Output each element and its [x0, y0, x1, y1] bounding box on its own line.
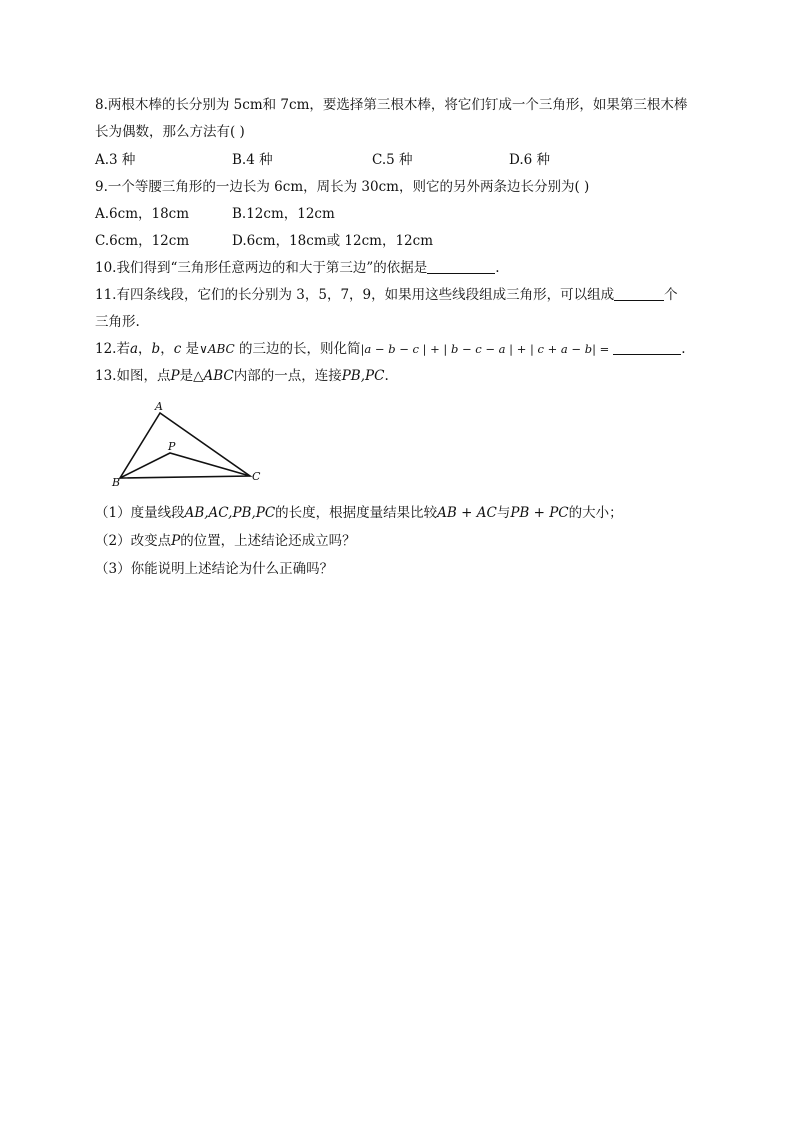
part-1-expr-2: PB + PC: [510, 505, 569, 521]
question-10-end: .: [495, 260, 500, 276]
question-9-line-1: 9.一个等腰三角形的一边长为 6cm，周长为 30cm，则它的另外两条边长分别为( ): [95, 179, 590, 195]
question-12-end: .: [681, 341, 686, 357]
question-13-line-1: [95, 366, 389, 386]
question-8-line-2: 长为偶数，那么方法有( ): [95, 124, 245, 140]
question-13-text-1: 13.如图，点: [95, 368, 171, 384]
part-2-point-p: P: [171, 533, 181, 549]
question-13-part-1: [95, 503, 623, 523]
part-2-text-1: （2）改变点: [95, 533, 172, 549]
question-10-answer-blank[interactable]: [427, 259, 495, 274]
question-11-line-2: 三角形.: [95, 314, 140, 330]
question-12-sep-2: ，: [160, 341, 174, 357]
question-13-triangle-abc: ABC: [203, 368, 234, 384]
question-13-text-3: 内部的一点，连接: [233, 368, 342, 384]
part-1-expr-1: AB + AC: [437, 505, 497, 521]
question-8-option-a: A.3 种: [95, 152, 136, 168]
question-12-expression: |a − b − c | + | b − c − a | + | c + a − b| =: [360, 342, 610, 356]
question-11-text: 11.有四条线段，它们的长分别为 3，5，7，9，如果用这些线段组成三角形，可以组成: [95, 287, 615, 303]
question-11-unit: 个: [664, 287, 678, 303]
question-12-var-c: c: [173, 341, 182, 357]
question-12-prefix: 12.若: [95, 341, 130, 357]
question-8-line-1: 8.两根木棒的长分别为 5cm和 7cm，要选择第三根木棒，将它们钉成一个三角形，如果第三根木棒: [95, 97, 688, 113]
label-b: B: [112, 476, 121, 489]
question-12-sep-1: ，: [138, 341, 152, 357]
part-1-and: 与: [496, 505, 511, 521]
segments-pb-pc: [120, 453, 250, 478]
part-1-end: 的大小；: [568, 505, 623, 521]
question-13-part-2: [95, 531, 356, 551]
question-12: [95, 339, 686, 359]
question-13-end: .: [384, 368, 389, 384]
question-12-answer-blank[interactable]: [613, 340, 681, 355]
question-9-option-c: C.6cm，12cm: [95, 233, 190, 249]
question-8-option-d: D.6 种: [509, 152, 551, 168]
question-8-option-c: C.5 种: [372, 152, 413, 168]
question-11-line-1: [95, 285, 678, 305]
question-12-var-b: b: [151, 341, 161, 357]
question-13-segments: PB,PC: [341, 368, 385, 384]
question-12-triangle: ∨ABC: [199, 342, 235, 356]
part-1-segments: AB,AC,PB,PC: [184, 505, 276, 521]
question-8-option-b: B.4 种: [232, 152, 273, 168]
label-c: C: [252, 470, 261, 483]
question-9-option-b: B.12cm，12cm: [232, 206, 335, 222]
question-12-mid: 是: [181, 341, 200, 357]
question-10: [95, 258, 500, 278]
question-13-point-p: P: [170, 368, 180, 384]
question-13-text-2: 是△: [179, 368, 204, 384]
question-9-option-a: A.6cm，18cm: [95, 206, 190, 222]
triangle-figure: [110, 398, 270, 490]
question-12-text: 的三边的长，则化简: [234, 341, 361, 357]
part-1-text-2: 的长度，根据度量结果比较: [275, 505, 438, 521]
question-10-text: 10.我们得到“三角形任意两边的和大于第三边”的依据是: [95, 260, 428, 276]
question-9-option-d: D.6cm，18cm或 12cm，12cm: [232, 233, 433, 249]
question-11-answer-blank[interactable]: [614, 286, 664, 301]
label-a: A: [155, 400, 163, 413]
part-1-text-1: （1）度量线段: [95, 505, 185, 521]
question-13-part-3: （3）你能说明上述结论为什么正确吗？: [95, 561, 334, 577]
question-12-var-a: a: [129, 341, 139, 357]
part-2-end: 的位置，上述结论还成立吗？: [180, 533, 356, 549]
label-p: P: [168, 440, 176, 453]
